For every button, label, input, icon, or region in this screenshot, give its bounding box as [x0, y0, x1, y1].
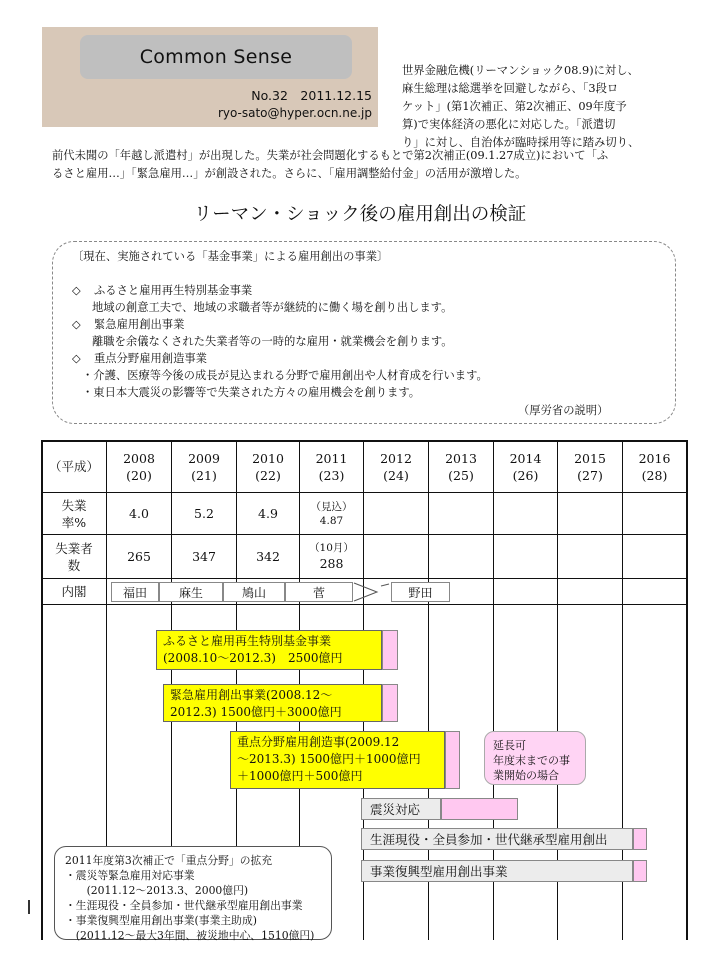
rate-value: 4.0	[129, 506, 149, 521]
bar-fukko-extension	[633, 860, 647, 882]
bar-shinsai-extension	[441, 798, 518, 820]
bar-furusato: ふるさと雇用再生特別基金事業 (2008.10～2012.3) 2500億円	[156, 630, 382, 670]
info-item-kinkyu: ◇ 緊急雇用創出事業	[72, 318, 185, 331]
year-header: 2012 (24)	[380, 450, 412, 483]
summary-box: 2011年度第3次補正で「重点分野」の拡充 ・震災等緊急雇用対応事業 (2011.12～2013.3、2000億円) ・生涯現役・全員参加・世代継承型雇用創出事業 ・事業復興型雇用創出事業(事業主助成) (2011.12～最大3年間、被災地中心、1510億円)	[54, 846, 332, 940]
row-label-rate: 失業 率%	[61, 497, 87, 530]
row-label-cabinet: 内閣	[61, 584, 87, 599]
cabinet-kan: 菅	[285, 582, 353, 602]
count-value: 347	[192, 549, 216, 564]
count-value: 342	[256, 549, 280, 564]
bar-shinsai: 震災対応	[361, 798, 441, 820]
year-header: 2011 (23)	[315, 450, 348, 483]
intro-text-right: 世界金融危機(リーマンショック08.9)に対し、 麻生総理は総選挙を回避しながら、「3段ロ ケット」(第1次補正、第2次補正、09年度予 算)で実体経済の悪化に対応した。「派遣切 り」に対し、自治体が臨時採用等に踏み切り、	[402, 64, 640, 149]
diamond-icon: ◇	[72, 352, 81, 365]
info-item-juten: ◇ 重点分野雇用創造事業	[72, 352, 207, 365]
cabinet-noda: 野田	[391, 582, 450, 602]
count-value: 265	[127, 549, 151, 564]
cabinet-hatoyama: 鳩山	[223, 582, 285, 602]
rate-value: 5.2	[194, 506, 214, 521]
bar-kinkyu-extension	[382, 684, 398, 722]
bar-juten-extension	[445, 731, 460, 789]
info-item-furusato: ◇ ふるさと雇用再生特別基金事業	[72, 284, 253, 297]
year-header: 2010 (22)	[252, 450, 284, 483]
bar-furusato-extension	[382, 630, 398, 670]
year-header: 2015 (27)	[574, 450, 606, 483]
extension-note: 延長可 年度末までの事 業開始の場合	[484, 731, 586, 785]
info-item-desc: 離職を余儀なくされた失業者等の一時的な雇用・就業機会を創ります。	[92, 335, 453, 348]
cabinet-aso: 麻生	[159, 582, 223, 602]
cabinet-fukuda: 福田	[111, 582, 159, 602]
info-heading: 〔現在、実施されている「基金事業」による雇用創出の事業〕	[72, 250, 389, 263]
rate-value-estimate: （見込） 4.87	[310, 500, 353, 527]
year-header: 2014 (26)	[509, 450, 542, 483]
margin-mark	[28, 900, 30, 914]
year-header: 2016 (28)	[638, 450, 671, 483]
article-title: リーマン・ショック後の雇用創出の検証	[193, 204, 527, 225]
year-header: 2008 (20)	[123, 450, 155, 483]
bar-fukko: 事業復興型雇用創出事業	[361, 860, 633, 882]
era-label: （平成）	[48, 459, 99, 474]
intro-text-full: 前代未聞の「年越し派遣村」が出現した。失業が社会問題化するもとで第2次補正(09.1.27成立)において「ふ るさと雇用…」「緊急雇用…」が創設された。さらに、「雇用調整給付金」の活用が激増した。	[52, 149, 609, 180]
diamond-icon: ◇	[72, 318, 81, 331]
info-source: （厚労省の説明）	[518, 404, 609, 417]
bar-kinkyu: 緊急雇用創出事業(2008.12～ 2012.3) 1500億円＋3000億円	[163, 684, 382, 722]
info-item-desc: 地域の創意工夫で、地域の求職者等が継続的に働く場を創り出します。	[92, 301, 453, 314]
year-header: 2009 (21)	[188, 450, 220, 483]
info-item-desc: ・東日本大震災の影響等で失業された方々の雇用機会を創ります。	[82, 386, 421, 399]
count-value-october: （10月） 288	[309, 542, 354, 571]
bar-shogai: 生涯現役・全員参加・世代継承型雇用創出	[361, 828, 633, 850]
rate-value: 4.9	[258, 506, 278, 521]
diamond-icon: ◇	[72, 284, 81, 297]
info-item-desc: ・介護、医療等今後の成長が見込まれる分野で雇用創出や人材育成を行います。	[82, 369, 488, 382]
issue-number: No.32 2011.12.15	[251, 88, 372, 103]
row-label-count: 失業者 数	[55, 540, 93, 573]
year-header: 2013 (25)	[445, 450, 477, 483]
bar-juten: 重点分野雇用創造事(2009.12 ～2013.3) 1500億円＋1000億円 ＋1000億円＋500億円	[230, 731, 445, 789]
cabinet-arrow-icon	[353, 580, 391, 604]
author-email: ryo-sato@hyper.ocn.ne.jp	[217, 106, 372, 120]
newsletter-title: Common Sense	[80, 35, 352, 79]
bar-shogai-extension	[633, 828, 647, 850]
